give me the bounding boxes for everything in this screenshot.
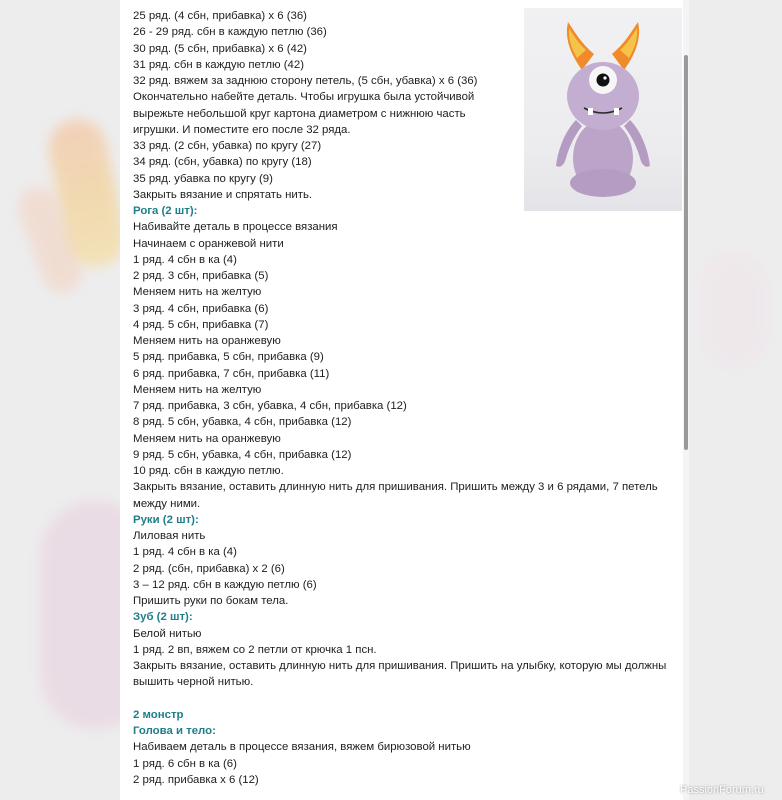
crochet-monster-photo	[524, 8, 682, 211]
text-line: 5 ряд. прибавка, 5 сбн, прибавка (9)	[133, 351, 324, 364]
text-line: 35 ряд. убавка по кругу (9)	[133, 172, 273, 185]
section-heading: Голова и тело:	[133, 725, 216, 737]
text-line: 2 ряд. прибавка x 6 (12)	[133, 773, 259, 786]
text-line: 10 ряд. сбн в каждую петлю.	[133, 465, 284, 477]
text-line: 34 ряд. (сбн, убавка) по кругу (18)	[133, 156, 312, 169]
background-blur-right	[700, 250, 770, 370]
scroll-thumb[interactable]	[684, 55, 688, 450]
text-line: вырежьте небольшой круг картона диаметром с нижнюю часть	[133, 107, 466, 120]
text-line: 1 ряд. 4 сбн в ка (4)	[133, 253, 237, 266]
text-line: Белой нитью	[133, 627, 202, 640]
section-heading: Рога (2 шт):	[133, 205, 198, 217]
text-line: Окончательно набейте деталь. Чтобы игрушка была устойчивой	[133, 91, 475, 104]
text-line: Набивайте деталь в процессе вязания	[133, 221, 338, 234]
text-line: 30 ряд. (5 сбн, прибавка) x 6 (42)	[133, 42, 307, 55]
section-heading: Руки (2 шт):	[133, 513, 199, 526]
text-line: Закрыть вязание, оставить длинную нить для пришивания. Пришить между 3 и 6 рядами, 7 петель между ними.	[133, 481, 658, 510]
text-line: 7 ряд. прибавка, 3 сбн, убавка, 4 сбн, прибавка (12)	[133, 400, 407, 412]
text-line: 9 ряд. 5 сбн, убавка, 4 сбн, прибавка (12)	[133, 448, 352, 461]
text-line: 26 - 29 ряд. сбн в каждую петлю (36)	[133, 26, 327, 39]
text-line: Закрыть вязание, оставить длинную нить для пришивания. Пришить на улыбку, которую мы должны вышить черной нитью.	[133, 660, 667, 689]
text-line: Пришить руки по бокам тела.	[133, 595, 289, 607]
text-line: 3 ряд. 4 сбн, прибавка (6)	[133, 302, 269, 315]
text-line: 3 – 12 ряд. сбн в каждую петлю (6)	[133, 578, 317, 591]
section-heading: 2 монстр	[133, 708, 184, 721]
text-line: Закрыть вязание и спрятать нить.	[133, 188, 313, 201]
section-heading: Зуб (2 шт):	[133, 611, 193, 624]
text-line: Меняем нить на желтую	[133, 383, 262, 396]
text-line: 2 ряд. 3 сбн, прибавка (5)	[133, 270, 269, 282]
monster-illustration	[524, 8, 682, 211]
text-line: 1 ряд. 4 сбн в ка (4)	[133, 546, 237, 559]
text-line: Лиловая нить	[133, 530, 206, 542]
text-line: 8 ряд. 5 сбн, убавка, 4 сбн, прибавка (12)	[133, 416, 352, 429]
scrollbar[interactable]	[683, 0, 689, 800]
text-line: 4 ряд. 5 сбн, прибавка (7)	[133, 318, 269, 331]
text-line: игрушки. И поместите его после 32 ряда.	[133, 123, 351, 136]
text-line: 31 ряд. сбн в каждую петлю (42)	[133, 58, 305, 71]
blank-line	[133, 691, 678, 707]
text-line: 32 ряд. вяжем за заднюю сторону петель, (5 сбн, убавка) x 6 (36)	[133, 75, 478, 87]
text-line: 1 ряд. 2 вп, вяжем со 2 петли от крючка 1 псн.	[133, 643, 377, 656]
text-line: Меняем нить на желтую	[133, 286, 262, 299]
text-line: Меняем нить на оранжевую	[133, 335, 281, 347]
text-line: 6 ряд. прибавка, 7 сбн, прибавка (11)	[133, 367, 330, 380]
text-line: Начинаем с оранжевой нити	[133, 237, 284, 250]
watermark: PassionForum.ru	[680, 784, 764, 796]
text-line: 25 ряд. (4 сбн, прибавка) x 6 (36)	[133, 10, 307, 22]
text-line: Набиваем деталь в процессе вязания, вяжем бирюзовой нитью	[133, 741, 471, 754]
text-line: 1 ряд. 6 сбн в ка (6)	[133, 757, 237, 770]
text-line: Меняем нить на оранжевую	[133, 432, 281, 445]
text-line: 2 ряд. (сбн, прибавка) x 2 (6)	[133, 562, 285, 575]
text-line: 33 ряд. (2 сбн, убавка) по кругу (27)	[133, 140, 322, 152]
